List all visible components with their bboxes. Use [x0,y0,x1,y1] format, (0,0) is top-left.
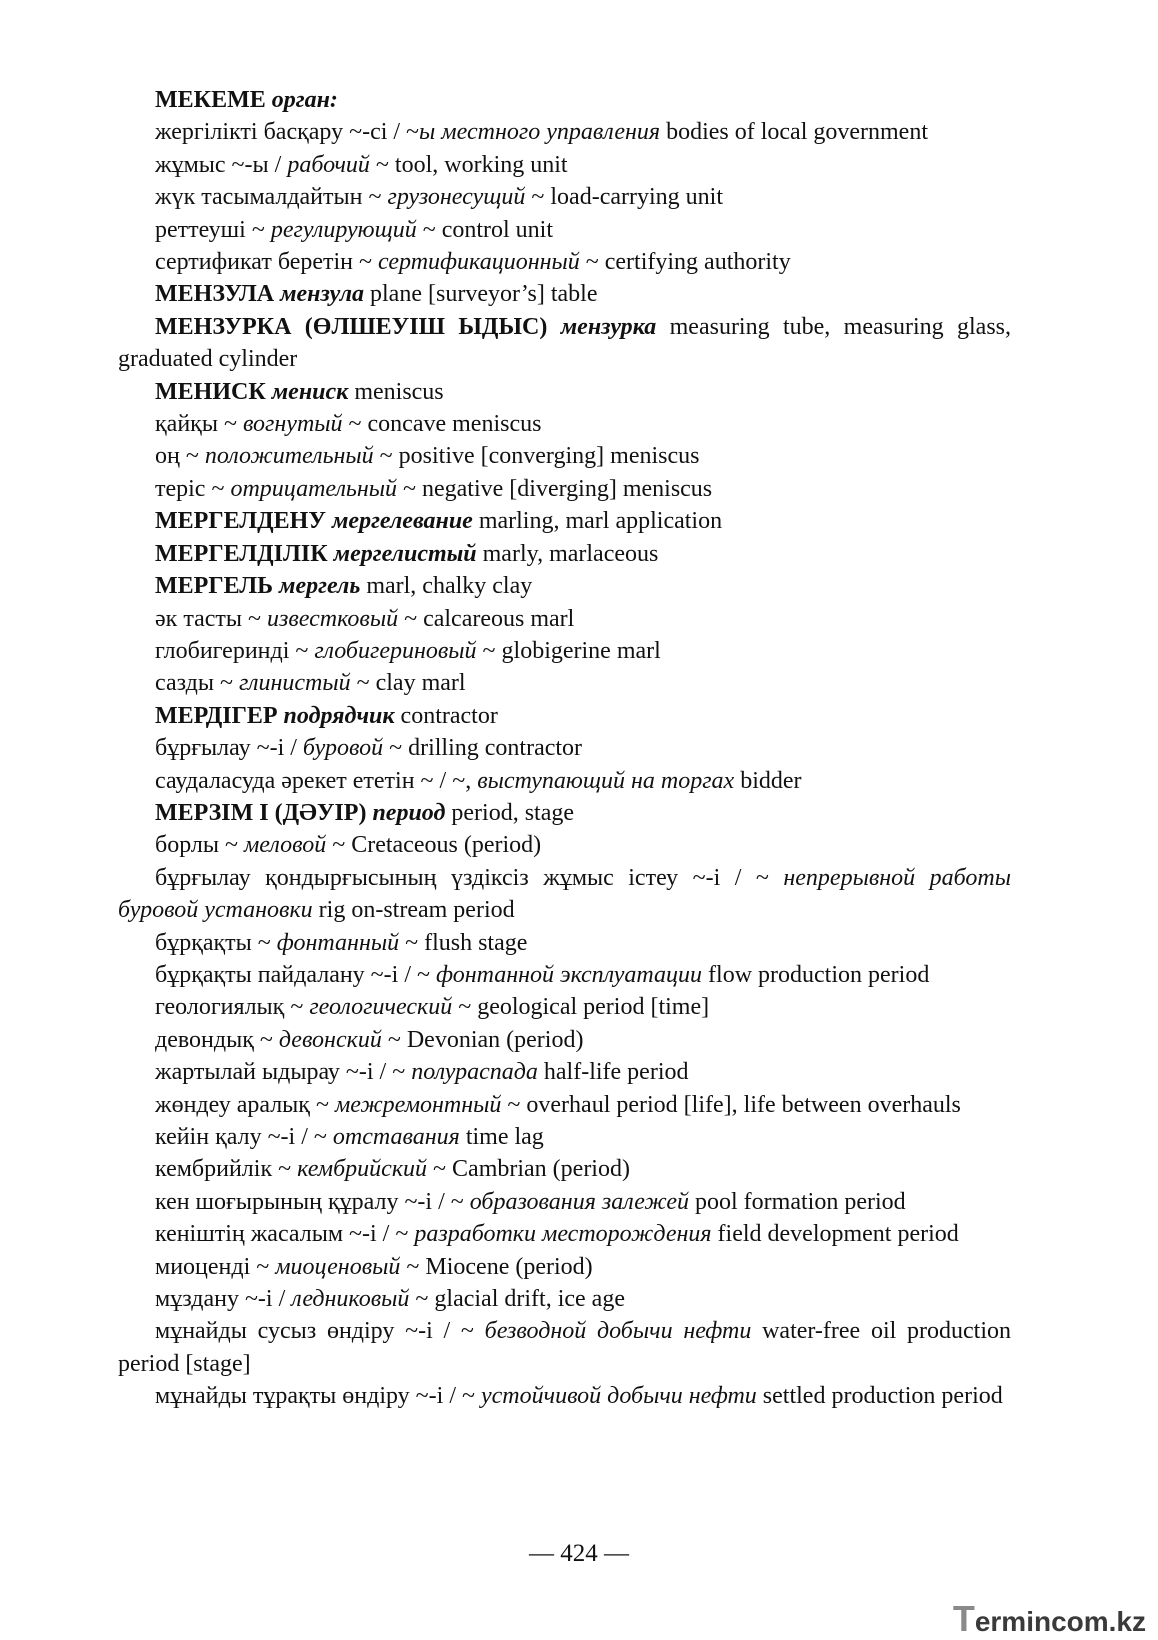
subentry-kazakh: мұздану ~-і / [155,1286,292,1313]
subentry-russian: отставания [332,1124,460,1150]
headword-entry [118,538,1011,570]
headword-russian: мениск [271,378,349,405]
subentry-english: half-life period [537,1059,689,1086]
subentry-kazakh: мұнайды тұрақты өндіру ~-і / ~ [155,1383,481,1410]
watermark-text: ermincom.kz [974,1606,1146,1637]
dictionary-page-body [118,84,1011,1413]
headword-english: plane [surveyor’s] table [370,281,598,308]
sub-entry [118,1380,1011,1412]
subentry-russian: межремонтный [334,1091,502,1118]
subentry-russian: буровой [302,735,384,762]
headword-english: marling, marl application [478,508,723,535]
subentry-russian: грузонесущий [387,184,526,211]
sub-entry [118,667,1011,699]
sub-entry [118,1121,1011,1153]
subentry-english: ~ concave meniscus [342,411,542,438]
subentry-russian: девонский [278,1026,382,1053]
sub-entry [118,214,1011,246]
headword-entry [118,700,1011,732]
subentry-kazakh: жүк тасымалдайтын ~ [155,184,388,211]
subentry-kazakh: әк тасты ~ [155,605,267,632]
headword-kazakh: МЕРДІГЕР [155,702,278,729]
subentry-kazakh: реттеуші ~ [155,216,271,243]
subentry-kazakh: оң ~ [155,443,205,470]
subentry-russian: глинистый [238,670,351,697]
subentry-russian: миоценовый [275,1253,401,1280]
sub-entry [118,1283,1011,1315]
sub-entry [118,732,1011,764]
sub-entry [118,1024,1011,1056]
subentry-english: ~ globigerine marl [476,637,661,664]
subentry-english: bodies of local government [660,119,928,146]
sub-entry [118,473,1011,505]
subentry-english: ~ positive [converging] meniscus [373,443,700,470]
subentry-kazakh: девондық ~ [155,1026,279,1053]
subentry-kazakh: кеніштің жасалым ~-і / ~ [155,1221,415,1248]
subentry-russian: образования залежей [469,1188,690,1215]
subentry-kazakh: бұрғылау қондырғысының үздіксіз жұмыс істеу ~-і / ~ [155,864,784,891]
headword-entry [118,84,1011,116]
subentry-russian: ы местного управления [419,119,661,146]
sub-entry [118,408,1011,440]
headword-kazakh: МЕРЗІМ І (ДӘУІР) [155,799,367,826]
subentry-kazakh: сертификат беретін ~ [155,249,379,276]
sub-entry [118,1089,1011,1121]
headword-kazakh: МЕРГЕЛДЕНУ [155,508,326,535]
subentry-english: water-free oil production period [stage] [118,1318,1012,1377]
headword-russian: мергелевание [331,508,473,535]
site-watermark-logo [953,1598,1146,1640]
subentry-russian: вогнутый [242,411,343,438]
subentry-russian: фонтанной эксплуатации [435,961,703,988]
subentry-kazakh: жергілікті басқару ~-сі / ~ [155,119,420,146]
sub-entry [118,440,1011,472]
subentry-english: ~ geological period [time] [452,994,710,1021]
subentry-russian: известковый [267,605,399,632]
sub-entry [118,149,1011,181]
subentry-kazakh: жартылай ыдырау ~-і / ~ [155,1059,412,1086]
subentry-kazakh: геологиялық ~ [155,994,310,1021]
subentry-english: settled production period [756,1383,1003,1410]
subentry-english: ~ Devonian (period) [381,1026,584,1053]
subentry-english: ~ certifying authority [579,249,791,276]
subentry-russian: меловой [243,832,327,859]
headword-kazakh: МЕНЗУРКА (ӨЛШЕУІШ ЫДЫС) [155,313,548,340]
sub-entry [118,603,1011,635]
subentry-russian: фонтанный [276,929,400,956]
subentry-english: ~ Cretaceous (period) [326,832,542,859]
subentry-russian: рабочий [287,151,370,178]
headword-english: marly, marlaceous [482,540,659,567]
headword-russian: период [372,799,446,826]
subentry-english: ~ clay marl [350,670,466,697]
headword-russian: подрядчик [283,702,395,729]
subentry-kazakh: кембрийлік ~ [155,1156,298,1183]
subentry-kazakh: кейін қалу ~-і / ~ [155,1124,333,1150]
subentry-english: rig on-stream period [312,897,515,924]
sub-entry [118,829,1011,861]
subentry-english: ~ calcareous marl [398,605,575,632]
sub-entry [118,1315,1011,1380]
subentry-russian: выступающий на торгах [477,767,735,794]
subentry-english: ~ overhaul period [life], life between overhauls [501,1091,961,1118]
sub-entry [118,765,1011,797]
sub-entry [118,116,1011,148]
headword-english: meniscus [354,378,444,405]
headword-russian: мергелистый [333,540,477,567]
headword-entry [118,570,1011,602]
subentry-russian: устойчивой добычи нефти [480,1383,757,1410]
subentry-russian: кембрийский [297,1156,428,1183]
sub-entry [118,862,1011,927]
headword-entry [118,797,1011,829]
subentry-english: ~ tool, working unit [369,151,568,178]
subentry-english: ~ flush stage [399,929,528,956]
headword-english: marl, chalky clay [366,573,533,600]
subentry-kazakh: кен шоғырының құралу ~-і / ~ [155,1188,470,1215]
headword-entry [118,278,1011,310]
subentry-kazakh: қайқы ~ [155,411,243,438]
sub-entry [118,635,1011,667]
sub-entry [118,246,1011,278]
subentry-kazakh: саудаласуда әрекет ететін ~ / ~, [155,767,478,794]
subentry-kazakh: мұнайды сусыз өндіру ~-і / ~ [155,1318,485,1345]
subentry-russian: отрицательный [230,475,398,502]
sub-entry [118,1153,1011,1185]
headword-english: measuring tube, measuring glass, graduated cylinder [118,313,1012,373]
sub-entry [118,927,1011,959]
subentry-english: pool formation period [689,1188,906,1215]
subentry-russian: безводной добычи нефти [484,1318,752,1345]
subentry-kazakh: бұрқақты ~ [155,929,277,956]
sub-entry [118,1251,1011,1283]
sub-entry [118,959,1011,991]
subentry-kazakh: бұрғылау ~-і / [155,735,303,762]
subentry-english: ~ load-carrying unit [525,184,723,211]
subentry-russian: непрерывной работы буровой установки [118,864,1011,924]
sub-entry [118,991,1011,1023]
subentry-russian: положительный [204,443,374,470]
headword-english: contractor [400,702,498,729]
subentry-english: ~ Cambrian (period) [427,1156,630,1183]
watermark-t-mark: T [952,1598,975,1639]
subentry-english: ~ Miocene (period) [400,1253,593,1280]
subentry-kazakh: жұмыс ~-ы / [155,151,288,178]
headword-kazakh: МЕНЗУЛА [155,281,275,308]
headword-kazakh: МЕКЕМЕ [155,87,266,113]
headword-kazakh: МЕРГЕЛДІЛІК [155,540,328,567]
headword-entry [118,376,1011,408]
subentry-english: ~ control unit [416,216,554,243]
subentry-english: ~ drilling contractor [383,735,583,762]
headword-russian: мергель [279,573,361,600]
subentry-russian: регулирующий [270,216,417,243]
subentry-english: flow production period [702,961,930,988]
page-number: — 424 — [529,1540,629,1567]
subentry-russian: полураспада [411,1059,538,1086]
subentry-english: bidder [734,767,802,794]
headword-english: period, stage [451,799,575,826]
subentry-kazakh: борлы ~ [155,832,244,859]
sub-entry [118,181,1011,213]
headword-russian: мензула [280,281,365,308]
headword-kazakh: МЕНИСК [155,378,266,405]
subentry-english: ~ glacial drift, ice age [409,1286,625,1313]
sub-entry [118,1186,1011,1218]
subentry-english: ~ negative [diverging] meniscus [397,475,713,502]
subentry-russian: сертификационный [378,249,580,276]
subentry-kazakh: глобигеринді ~ [155,637,315,664]
subentry-russian: глобигериновый [314,637,477,664]
sub-entry [118,1218,1011,1250]
headword-entry [118,505,1011,537]
sub-entry [118,1056,1011,1088]
subentry-kazakh: сазды ~ [155,670,239,697]
subentry-english: field development period [711,1221,959,1248]
subentry-kazakh: жөндеу аралық ~ [155,1091,335,1118]
subentry-kazakh: бұрқақты пайдалану ~-і / ~ [155,961,436,988]
headword-russian: мензурка [560,313,657,340]
headword-entry [118,311,1011,376]
headword-kazakh: МЕРГЕЛЬ [155,573,274,600]
subentry-russian: геологический [309,994,453,1021]
subentry-kazakh: теріс ~ [155,475,231,502]
subentry-russian: разработки месторождения [414,1221,712,1248]
subentry-kazakh: миоценді ~ [155,1253,276,1280]
headword-russian: орган: [271,87,338,113]
subentry-russian: ледниковый [291,1286,410,1313]
subentry-english: time lag [459,1124,544,1150]
